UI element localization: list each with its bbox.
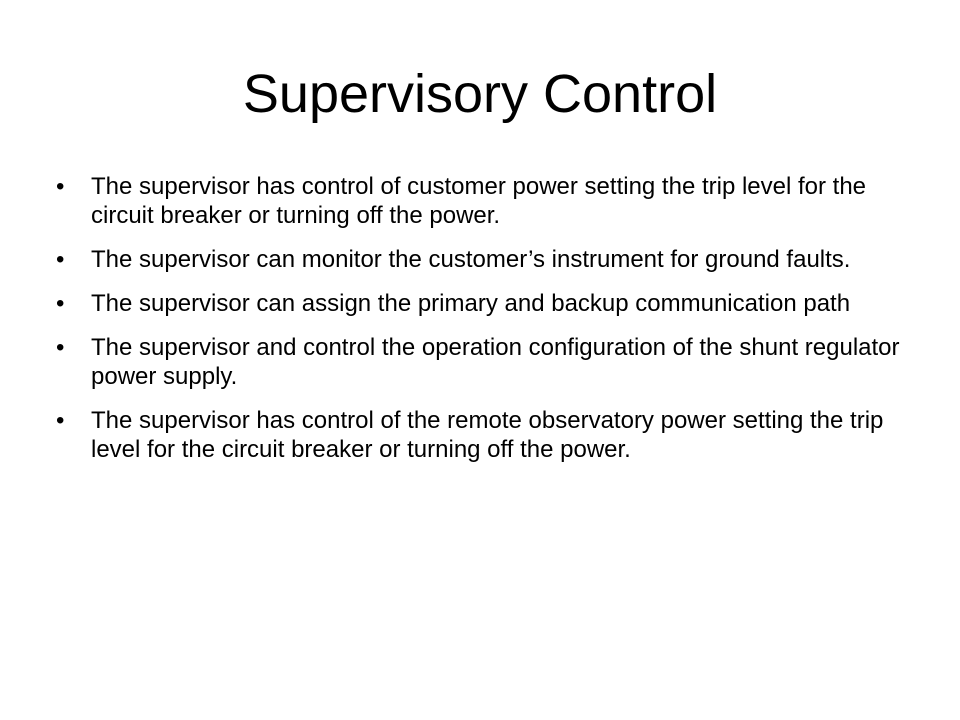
bullet-item bbox=[56, 289, 916, 318]
bullet-item bbox=[56, 245, 916, 274]
bullet-dot-icon: • bbox=[56, 246, 65, 273]
slide-title: Supervisory Control bbox=[242, 64, 718, 124]
bullet-dot-icon: • bbox=[56, 173, 65, 200]
bullet-list bbox=[56, 172, 916, 479]
bullet-text: The supervisor and control the operation configuration of the shunt regulator power supply. bbox=[91, 334, 900, 390]
bullet-item bbox=[56, 406, 916, 464]
bullet-text: The supervisor can monitor the customer’s instrument for ground faults. bbox=[91, 246, 851, 273]
bullet-text: The supervisor has control of the remote observatory power setting the trip level for the circuit breaker or turning off the power. bbox=[91, 407, 884, 463]
bullet-text: The supervisor has control of customer power setting the trip level for the circuit breaker or turning off the power. bbox=[91, 173, 867, 229]
bullet-dot-icon: • bbox=[56, 290, 65, 317]
bullet-dot-icon: • bbox=[56, 334, 65, 361]
bullet-item bbox=[56, 172, 916, 230]
bullet-dot-icon: • bbox=[56, 407, 65, 434]
bullet-text: The supervisor can assign the primary and backup communication path bbox=[91, 290, 851, 317]
bullet-item bbox=[56, 333, 916, 391]
